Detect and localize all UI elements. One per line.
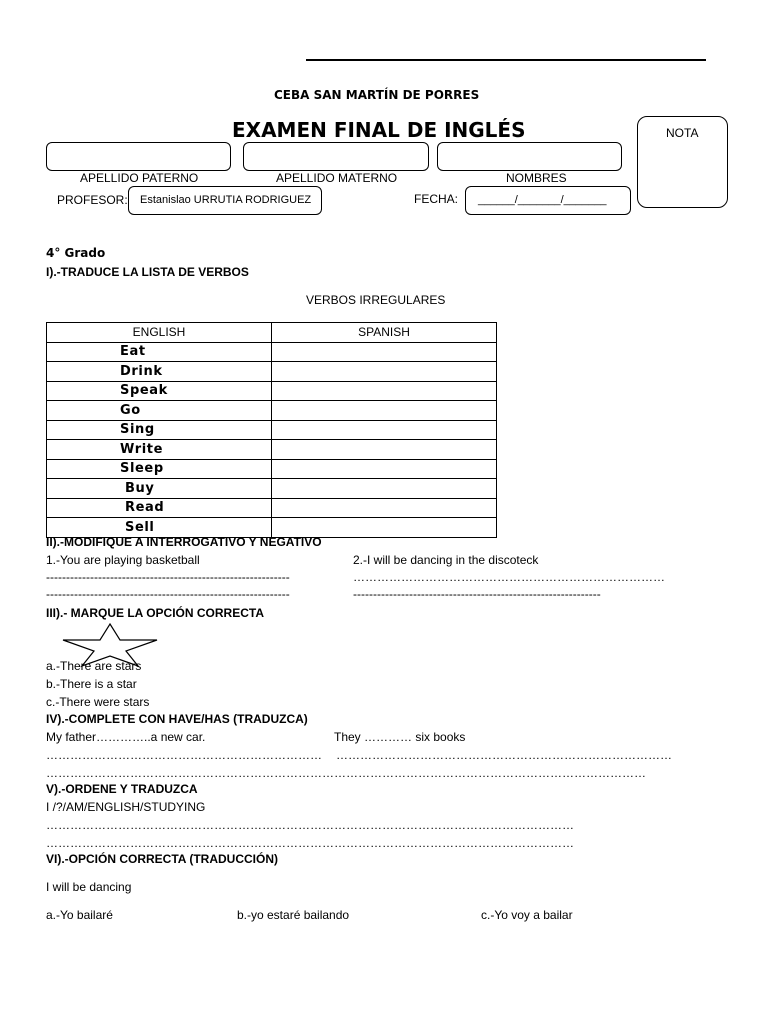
- fecha-field[interactable]: [465, 186, 631, 215]
- answer-line[interactable]: --------------------------------------------------------------: [353, 587, 601, 601]
- table-row: [47, 381, 497, 401]
- section-2-item-1: 1.-You are playing basketball: [46, 553, 200, 567]
- section-2-title: II).-MODIFIQUE A INTERROGATIVO Y NEGATIVO: [46, 535, 322, 549]
- verb-english: Speak: [47, 381, 272, 401]
- answer-line[interactable]: ……………………………………………………………………………………………………………………: [46, 836, 574, 850]
- verb-spanish-answer[interactable]: [272, 498, 497, 518]
- section-6-title: VI).-OPCIÓN CORRECTA (TRADUCCIÓN): [46, 852, 278, 866]
- verb-spanish-answer[interactable]: [272, 440, 497, 460]
- verb-english: Go: [47, 401, 272, 421]
- verb-spanish-answer[interactable]: [272, 381, 497, 401]
- answer-line[interactable]: -------------------------------------------------------------: [46, 587, 290, 601]
- section-4-item-2: They ………… six books: [334, 730, 466, 744]
- verb-spanish-answer[interactable]: [272, 342, 497, 362]
- table-row: [47, 362, 497, 382]
- verb-spanish-answer[interactable]: [272, 459, 497, 479]
- top-line: [306, 59, 706, 61]
- profesor-value: Estanislao URRUTIA RODRIGUEZ: [140, 194, 312, 206]
- fecha-value: ______/_______/_______: [478, 194, 607, 206]
- verb-spanish-answer[interactable]: [272, 401, 497, 421]
- nota-box[interactable]: [637, 116, 728, 208]
- section-3-title: III).- MARQUE LA OPCIÓN CORRECTA: [46, 606, 264, 620]
- apellido-materno-field[interactable]: [243, 142, 429, 171]
- option-b[interactable]: b.-There is a star: [46, 677, 137, 691]
- verbs-table: [46, 322, 497, 538]
- profesor-label: PROFESOR:: [57, 193, 128, 207]
- apellido-materno-label: APELLIDO MATERNO: [276, 171, 398, 185]
- verb-english: Write: [47, 440, 272, 460]
- table-row: [47, 459, 497, 479]
- option-c[interactable]: c.-Yo voy a bailar: [481, 908, 573, 922]
- verbs-subtitle: VERBOS IRREGULARES: [306, 293, 446, 307]
- table-row: [47, 498, 497, 518]
- answer-line[interactable]: -------------------------------------------------------------: [46, 570, 290, 584]
- section-4-title: IV).-COMPLETE CON HAVE/HAS (TRADUZCA): [46, 712, 308, 726]
- apellido-paterno-label: APELLIDO PATERNO: [80, 171, 199, 185]
- section-6-prompt: I will be dancing: [46, 880, 132, 894]
- profesor-field[interactable]: [128, 186, 322, 215]
- option-c[interactable]: c.-There were stars: [46, 695, 150, 709]
- option-a[interactable]: a.-Yo bailaré: [46, 908, 113, 922]
- nombres-field[interactable]: [437, 142, 622, 171]
- section-4-item-1: My father…………..a new car.: [46, 730, 206, 744]
- verb-english: Sleep: [47, 459, 272, 479]
- grade-label: 4° Grado: [46, 246, 106, 260]
- answer-line[interactable]: ……………………………………………………………………………………………………………………: [46, 818, 574, 832]
- verb-spanish-answer[interactable]: [272, 362, 497, 382]
- option-b[interactable]: b.-yo estaré bailando: [237, 908, 350, 922]
- page-title: EXAMEN FINAL DE INGLÉS: [232, 118, 526, 142]
- verb-english: Sing: [47, 420, 272, 440]
- table-row: [47, 440, 497, 460]
- answer-line[interactable]: ……………………………………………………………………………………………………………………………………: [46, 766, 646, 780]
- verb-spanish-answer[interactable]: [272, 479, 497, 499]
- nota-label: NOTA: [666, 126, 699, 140]
- nombres-label: NOMBRES: [506, 171, 567, 185]
- table-row: [47, 420, 497, 440]
- verb-english: Sell: [47, 518, 272, 538]
- table-row: [47, 342, 497, 362]
- section-2-item-2: 2.-I will be dancing in the discoteck: [353, 553, 539, 567]
- verb-spanish-answer[interactable]: [272, 420, 497, 440]
- section-5-item: I /?/AM/ENGLISH/STUDYING: [46, 800, 206, 814]
- answer-line[interactable]: ……………………………………………………………: [46, 748, 322, 762]
- answer-line[interactable]: …………………………………………………………………………: [336, 748, 672, 762]
- answer-line[interactable]: ……………………………………………………………………: [353, 570, 665, 584]
- section-5-title: V).-ORDENE Y TRADUZCA: [46, 782, 198, 796]
- table-row: [47, 401, 497, 421]
- verb-english: Eat: [47, 342, 272, 362]
- section-1-title: I).-TRADUCE LA LISTA DE VERBOS: [46, 265, 249, 279]
- col-english: ENGLISH: [47, 323, 272, 343]
- school-name: CEBA SAN MARTÍN DE PORRES: [274, 88, 480, 102]
- table-row: [47, 479, 497, 499]
- option-a[interactable]: a.-There are stars: [46, 659, 142, 673]
- verb-english: Read: [47, 498, 272, 518]
- table-header-row: [47, 323, 497, 343]
- verb-english: Drink: [47, 362, 272, 382]
- fecha-label: FECHA:: [414, 192, 459, 206]
- apellido-paterno-field[interactable]: [46, 142, 231, 171]
- verb-english: Buy: [47, 479, 272, 499]
- col-spanish: SPANISH: [272, 323, 497, 343]
